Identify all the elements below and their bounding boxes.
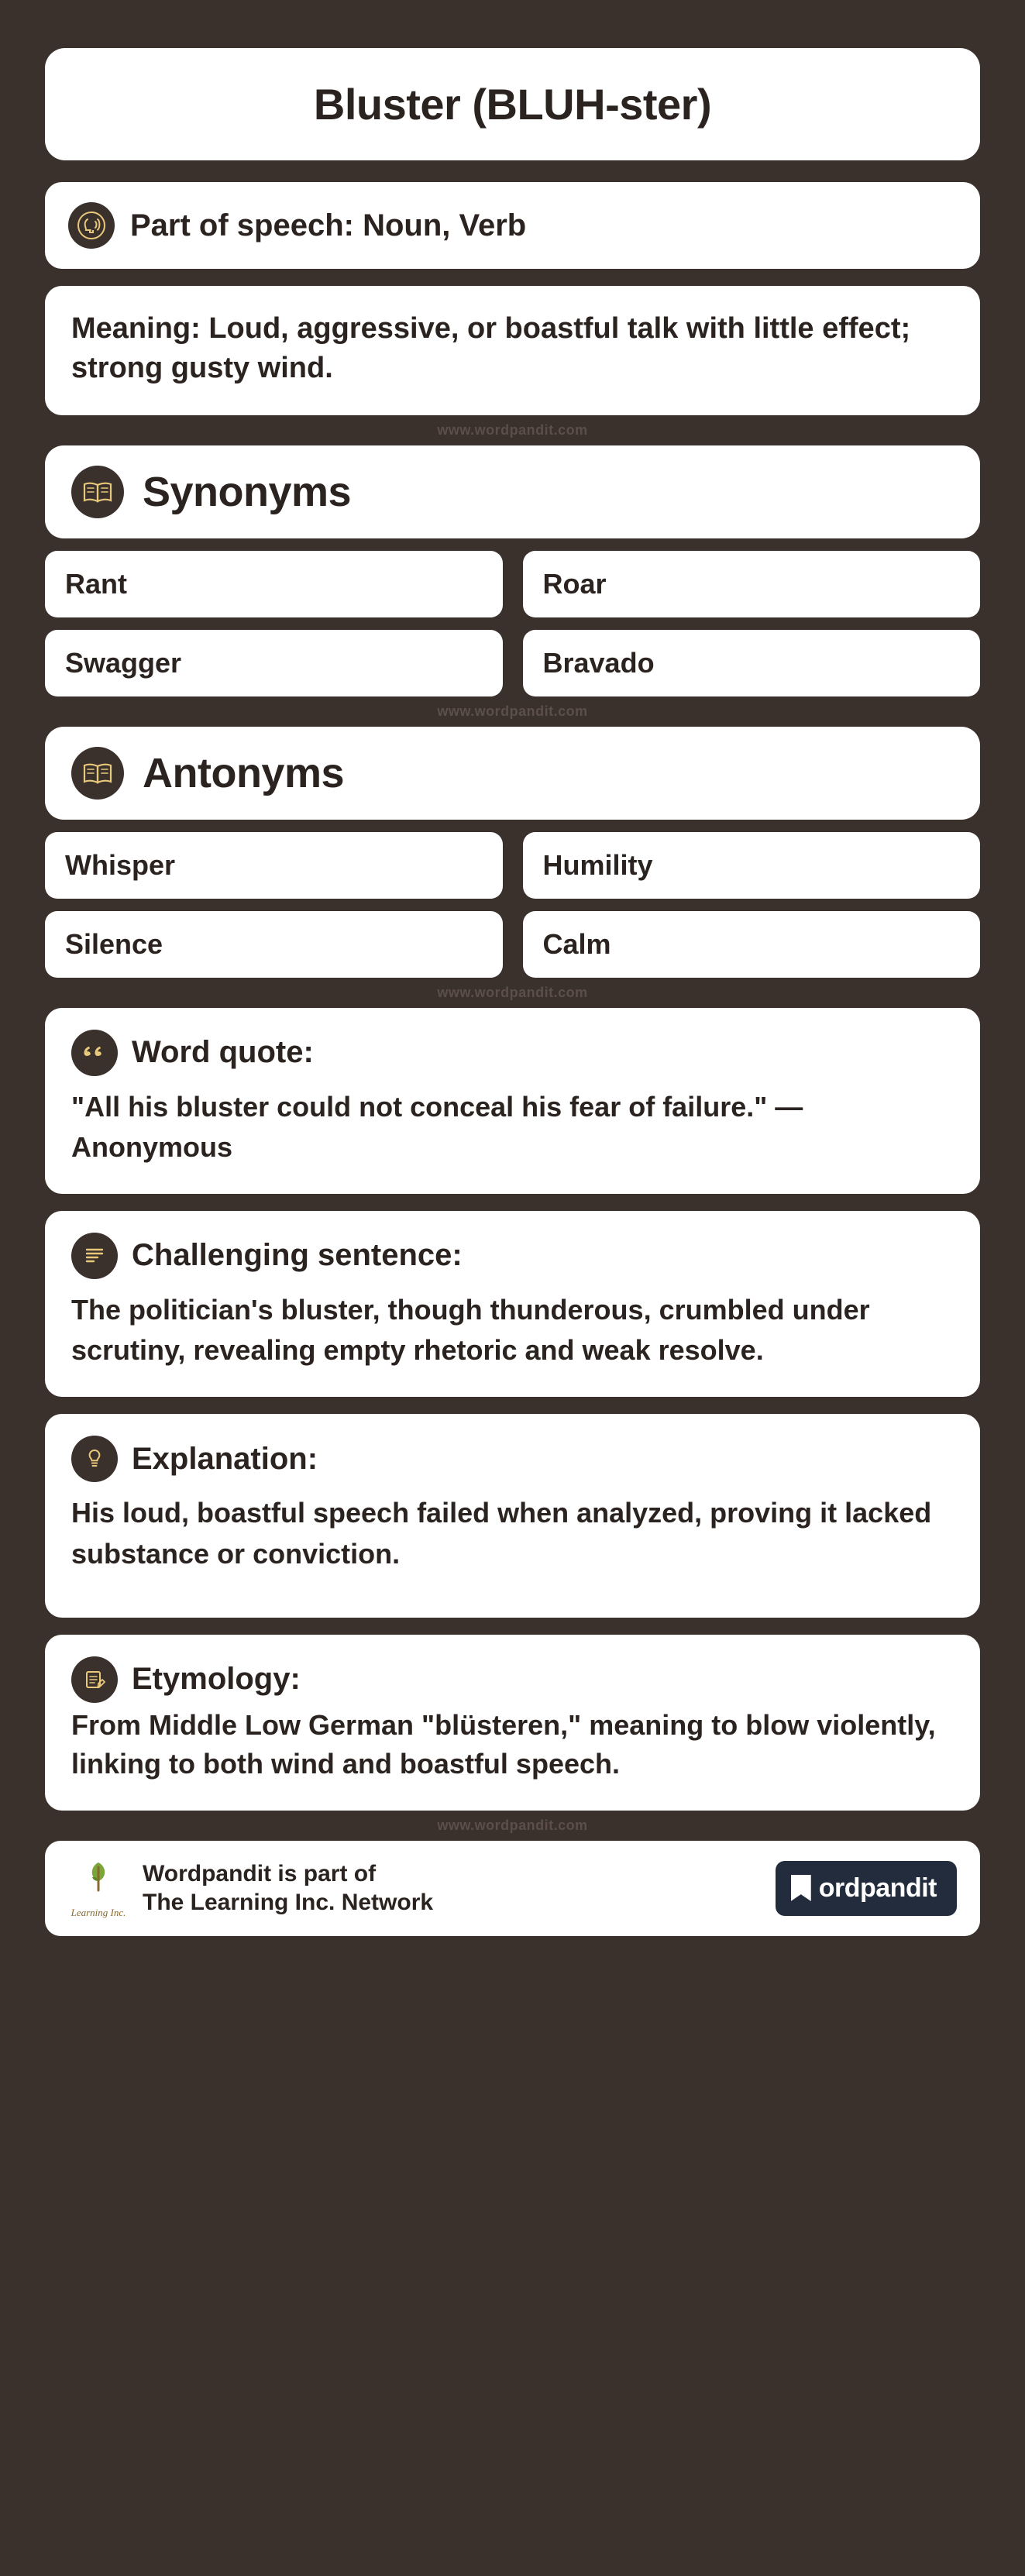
- antonyms-row-1: [45, 832, 980, 899]
- challenging-sentence-text: The politician's bluster, though thunderous, crumbled under scrutiny, revealing empty rhetoric and weak resolve.: [71, 1293, 870, 1367]
- synonym-item: Roar: [523, 551, 981, 617]
- part-of-speech-label: Part of speech: Noun, Verb: [130, 208, 527, 242]
- bookmark-icon: [791, 1875, 811, 1901]
- footer-text-line2: The Learning Inc. Network: [143, 1890, 434, 1915]
- explanation-card: [45, 1414, 980, 1617]
- quote-marks-icon: [71, 1030, 118, 1076]
- antonyms-heading-card: [45, 727, 980, 820]
- writing-note-icon: [71, 1656, 118, 1703]
- explanation-label: Explanation:: [132, 1441, 318, 1476]
- antonym-item: Calm: [523, 911, 981, 978]
- antonyms-row-2: [45, 911, 980, 978]
- watermark-2: www.wordpandit.com: [437, 703, 588, 719]
- watermark-1: www.wordpandit.com: [437, 421, 588, 438]
- watermark-4: www.wordpandit.com: [437, 1817, 588, 1833]
- synonym-item: Bravado: [523, 630, 981, 696]
- synonyms-heading: Synonyms: [143, 468, 352, 515]
- footer-text: [143, 1859, 433, 1917]
- page-title: Bluster (BLUH-ster): [313, 80, 712, 129]
- meaning-card: [45, 286, 980, 415]
- synonyms-row-1: [45, 551, 980, 617]
- open-book-icon: [71, 747, 124, 800]
- word-quote-header: [71, 1030, 954, 1076]
- etymology-header: [71, 1656, 954, 1703]
- challenging-sentence-card: [45, 1211, 980, 1397]
- tree-logo-icon: [68, 1858, 129, 1919]
- lines-list-icon: [71, 1233, 118, 1279]
- word-title-card: [45, 48, 980, 160]
- brand-name: ordpandit: [818, 1873, 937, 1903]
- etymology-label: Etymology:: [132, 1662, 301, 1697]
- part-of-speech-card: [45, 182, 980, 269]
- meaning-text: Meaning: Loud, aggressive, or boastful talk with little effect; strong gusty wind.: [71, 312, 911, 385]
- footer-branding: [68, 1858, 758, 1919]
- open-book-icon: [71, 466, 124, 518]
- challenging-sentence-header: [71, 1233, 954, 1279]
- wordpandit-brand-logo: [776, 1861, 957, 1916]
- lightbulb-book-icon: [71, 1436, 118, 1482]
- explanation-text: His loud, boastful speech failed when analyzed, proving it lacked substance or conviction.: [71, 1497, 932, 1570]
- challenging-sentence-label: Challenging sentence:: [132, 1238, 463, 1273]
- word-quote-card: [45, 1008, 980, 1194]
- antonym-item: Silence: [45, 911, 503, 978]
- synonyms-heading-card: [45, 445, 980, 538]
- footer-logo-caption: Learning Inc.: [71, 1906, 126, 1918]
- synonym-item: Swagger: [45, 630, 503, 696]
- word-quote-label: Word quote:: [132, 1035, 314, 1070]
- synonyms-row-2: [45, 630, 980, 696]
- footer-text-line1: Wordpandit is part of: [143, 1860, 377, 1886]
- antonym-item: Humility: [523, 832, 981, 899]
- antonym-item: Whisper: [45, 832, 503, 899]
- speaking-head-icon: [68, 202, 115, 249]
- footer-card: [45, 1841, 980, 1936]
- watermark-3: www.wordpandit.com: [437, 984, 588, 1000]
- explanation-header: [71, 1436, 954, 1482]
- word-quote-text: "All his bluster could not conceal his fear of failure." — Anonymous: [71, 1090, 803, 1163]
- synonym-item: Rant: [45, 551, 503, 617]
- etymology-text: From Middle Low German "blüsteren," meaning to blow violently, linking to both wind and boastful speech.: [71, 1708, 936, 1780]
- antonyms-heading: Antonyms: [143, 749, 345, 796]
- etymology-card: [45, 1635, 980, 1811]
